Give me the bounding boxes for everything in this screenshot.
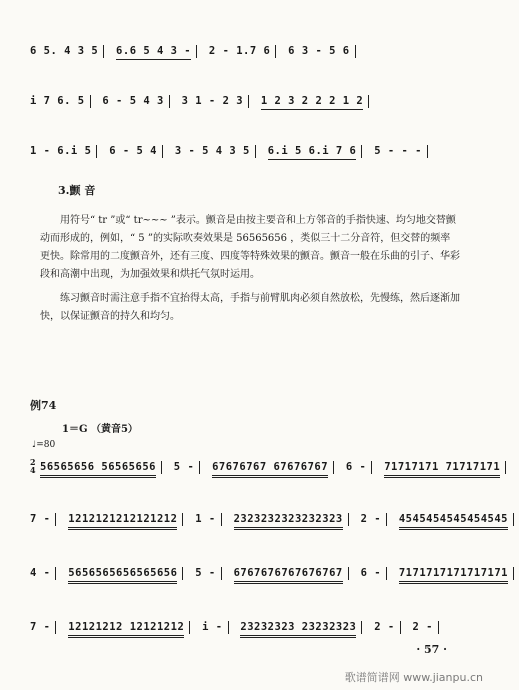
- score-measure: 5656565656565656: [68, 566, 177, 584]
- watermark: 歌谱简谱网 www.jianpu.cn: [344, 671, 483, 684]
- score-measure: 5 - - -: [374, 145, 422, 157]
- score-measure: 2 -: [374, 621, 395, 633]
- example-title: 例74: [30, 399, 57, 412]
- score-measure: i -: [202, 621, 223, 633]
- score-measure: 6 - 5 4: [109, 145, 157, 157]
- time-signature-top: 2: [30, 457, 36, 467]
- score-measure: 6 5. 4 3 5: [30, 45, 99, 57]
- score-line-1: [30, 44, 462, 60]
- example-row-2: [30, 512, 509, 530]
- score-measure: 6.6 5 4 3 -: [116, 44, 191, 60]
- score-measure: 67676767 67676767: [212, 460, 328, 478]
- score-measure: 7 -: [30, 621, 51, 633]
- score-measure: 1 - 6.i 5: [30, 145, 92, 157]
- page-number: · 57 ·: [416, 643, 447, 656]
- score-line-2: [30, 94, 462, 110]
- score-measure: 1 -: [195, 513, 216, 525]
- score-measure: 2 -: [412, 621, 433, 633]
- score-measure: 6.i 5 6.i 7 6: [268, 144, 357, 160]
- time-signature-bottom: 4: [30, 465, 36, 475]
- score-measure: 6767676767676767: [234, 566, 343, 584]
- score-measure: 5 -: [195, 567, 216, 579]
- key-signature: 1＝G （黄音5）: [62, 424, 138, 435]
- score-measure: 56565656 56565656: [40, 460, 156, 478]
- score-measure: 6 -: [360, 567, 382, 579]
- score-line-3: [30, 144, 462, 160]
- score-measure: 3 - 5 6: [301, 45, 350, 57]
- time-signature: [30, 458, 36, 474]
- score-measure: 4545454545454545: [399, 512, 508, 530]
- score-measure: i 7 6. 5: [30, 95, 85, 107]
- score-measure: 3 1 - 2 3: [181, 95, 244, 107]
- example-row-1: [40, 460, 501, 478]
- tempo-marking: ♩=80: [32, 440, 56, 450]
- score-measure: 12121212 12121212: [68, 620, 184, 638]
- score-measure: 7 -: [30, 513, 51, 525]
- score-measure: 3 - 5 4 3 5: [174, 145, 250, 157]
- score-measure: 1 2 3 2 2 2 1 2: [261, 94, 363, 110]
- example-row-3: [30, 566, 509, 584]
- section-heading: 3.颤 音: [58, 184, 96, 197]
- score-measure: 4 -: [30, 567, 51, 579]
- example-row-4: [30, 620, 462, 638]
- score-measure: 23232323 23232323: [240, 620, 356, 638]
- score-measure: 7171717171717171: [399, 566, 508, 584]
- score-measure: 6 -: [345, 461, 367, 473]
- score-measure: 2 - 1.7 6: [208, 45, 271, 57]
- score-measure: 1212121212121212: [68, 512, 177, 530]
- body-paragraph: 用符号“ tr ”或“ tr~~~ ”表示。颤音是由按主要音和上方邻音的手指快速、均匀地交替颤动而形成的，例如，“ 5 ”的实际吹奏效果是 56565656 ，类似三十二分音符，但交替的频率更快。除常用的二度颤音外，还有三度、四度等特殊效果的颤音。颤音一般在乐曲的引子、华彩段和高潮中出现，为加强效果和烘托气氛时运用。: [40, 215, 460, 280]
- score-measure: 2 -: [360, 513, 382, 525]
- score-measure: 6: [288, 45, 295, 57]
- score-measure: 2323232323232323: [234, 512, 343, 530]
- score-measure: 6 - 5 4 3: [102, 95, 164, 107]
- body-paragraph: 练习颤音时需注意手指不宜抬得太高，手指与前臂肌肉必须自然放松，先慢练，然后逐渐加快，以保证颤音的持久和均匀。: [40, 293, 460, 322]
- score-measure: 71717171 71717171: [384, 460, 500, 478]
- score-measure: 5 -: [173, 461, 195, 473]
